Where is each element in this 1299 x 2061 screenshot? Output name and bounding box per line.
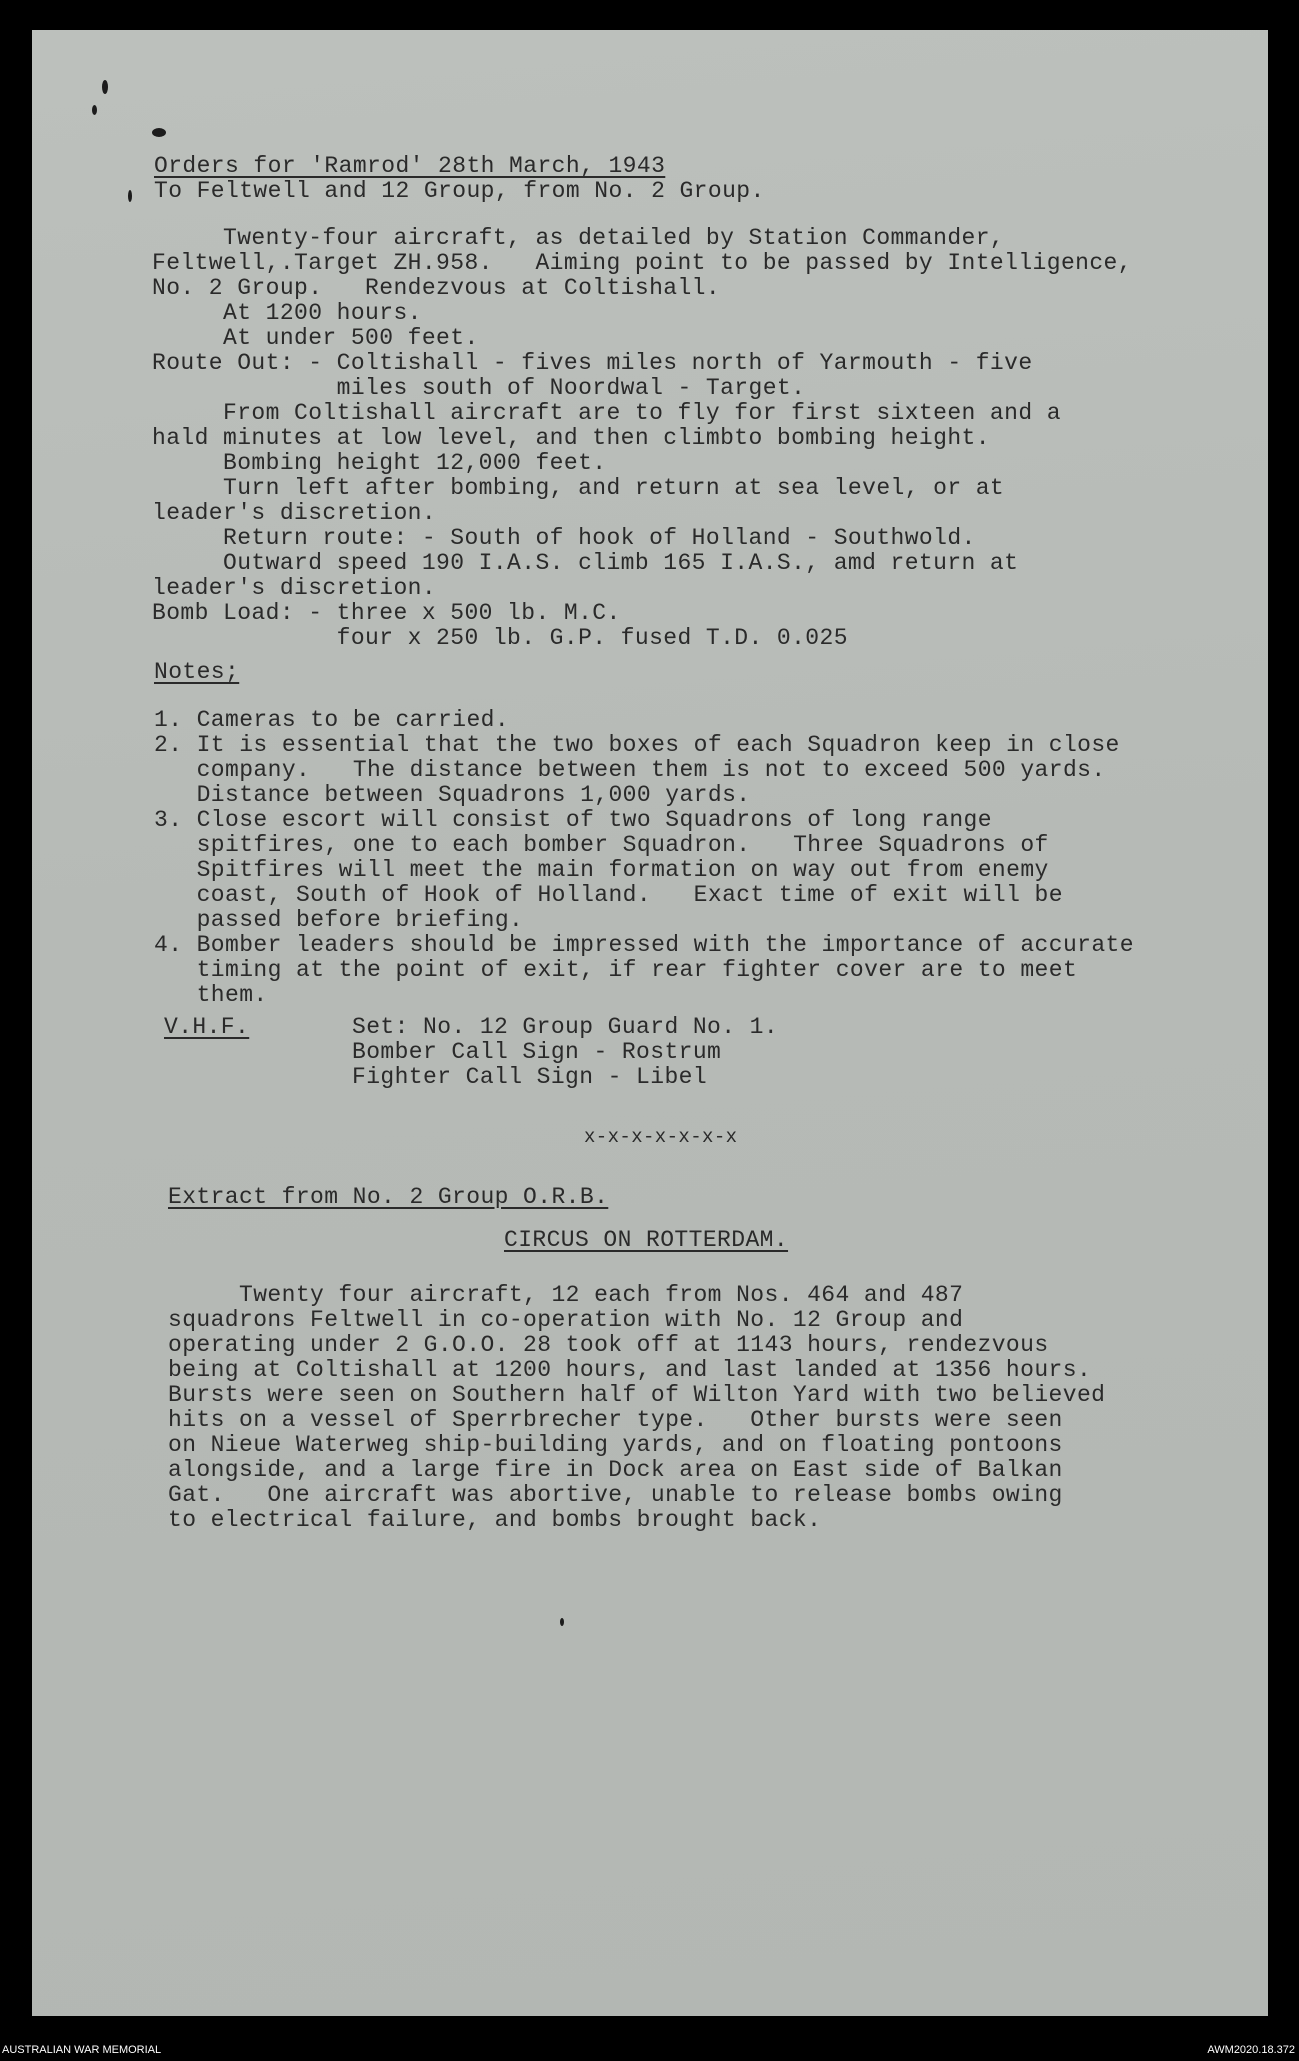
extract-line: being at Coltishall at 1200 hours, and last landed at 1356 hours. (168, 1357, 1092, 1383)
note-line: 4. Bomber leaders should be impressed with the importance of accurate (154, 932, 1134, 958)
order-line: leader's discretion. (152, 500, 437, 526)
order-line: Bombing height 12,000 feet. (152, 450, 607, 476)
vhf-line: Fighter Call Sign - Libel (352, 1064, 708, 1090)
extract-line: Twenty four aircraft, 12 each from Nos. 464 and 487 (168, 1282, 964, 1308)
note-line: timing at the point of exit, if rear fighter cover are to meet (154, 957, 1078, 983)
order-line: Return route: - South of hook of Holland - Southwold. (152, 525, 976, 551)
note-line: Distance between Squadrons 1,000 yards. (154, 782, 751, 808)
note-line: company. The distance between them is not to exceed 500 yards. (154, 757, 1106, 783)
order-line: Route Out: - Coltishall - fives miles north of Yarmouth - five (152, 350, 1033, 376)
vhf-line: Bomber Call Sign - Rostrum (352, 1039, 722, 1065)
extract-line: on Nieue Waterweg ship-building yards, and on floating pontoons (168, 1432, 1063, 1458)
order-line: hald minutes at low level, and then climbto bombing height. (152, 425, 990, 451)
extract-title: CIRCUS ON ROTTERDAM. (504, 1227, 789, 1253)
ink-speck (92, 105, 97, 115)
note-line: 3. Close escort will consist of two Squadrons of long range (154, 807, 992, 833)
footer-accession-number: AWM2020.18.372 (1207, 2044, 1295, 2056)
extract-line: operating under 2 G.O.O. 28 took off at 1143 hours, rendezvous (168, 1332, 1049, 1358)
extract-heading: Extract from No. 2 Group O.R.B. (168, 1184, 609, 1210)
order-line: Turn left after bombing, and return at sea level, or at (152, 475, 1005, 501)
ink-speck (560, 1618, 564, 1626)
note-line: coast, South of Hook of Holland. Exact time of exit will be (154, 882, 1063, 908)
note-line: them. (154, 982, 268, 1008)
note-line: spitfires, one to each bomber Squadron. Three Squadrons of (154, 832, 1049, 858)
order-line: Feltwell,.Target ZH.958. Aiming point to be passed by Intelligence, (152, 250, 1132, 276)
order-line: No. 2 Group. Rendezvous at Coltishall. (152, 275, 721, 301)
note-line: 1. Cameras to be carried. (154, 707, 510, 733)
note-line: passed before briefing. (154, 907, 524, 933)
extract-line: to electrical failure, and bombs brought back. (168, 1507, 822, 1533)
extract-line: squadrons Feltwell in co-operation with No. 12 Group and (168, 1307, 964, 1333)
order-line: miles south of Noordwal - Target. (152, 375, 806, 401)
ink-speck (152, 128, 166, 137)
document-page (32, 30, 1268, 2016)
extract-line: Bursts were seen on Southern half of Wilton Yard with two believed (168, 1382, 1106, 1408)
separator: x-x-x-x-x-x-x (584, 1126, 738, 1148)
order-subtitle: To Feltwell and 12 Group, from No. 2 Group. (154, 178, 765, 204)
order-line: From Coltishall aircraft are to fly for first sixteen and a (152, 400, 1061, 426)
order-line: Twenty-four aircraft, as detailed by Station Commander, (152, 225, 1005, 251)
order-title: Orders for 'Ramrod' 28th March, 1943 (154, 153, 666, 179)
order-line: leader's discretion. (152, 575, 437, 601)
note-line: Spitfires will meet the main formation on way out from enemy (154, 857, 1049, 883)
order-line: Bomb Load: - three x 500 lb. M.C. (152, 600, 621, 626)
order-line: four x 250 lb. G.P. fused T.D. 0.025 (152, 625, 848, 651)
extract-line: alongside, and a large fire in Dock area on East side of Balkan (168, 1457, 1063, 1483)
order-line: At under 500 feet. (152, 325, 479, 351)
notes-heading: Notes; (154, 659, 240, 685)
order-line: Outward speed 190 I.A.S. climb 165 I.A.S., amd return at (152, 550, 1019, 576)
ink-speck (128, 190, 132, 202)
vhf-line: Set: No. 12 Group Guard No. 1. (352, 1014, 779, 1040)
ink-speck (102, 80, 108, 94)
extract-line: Gat. One aircraft was abortive, unable to release bombs owing (168, 1482, 1063, 1508)
footer-credit: AUSTRALIAN WAR MEMORIAL (2, 2044, 162, 2056)
extract-line: hits on a vessel of Sperrbrecher type. Other bursts were seen (168, 1407, 1063, 1433)
note-line: 2. It is essential that the two boxes of each Squadron keep in close (154, 732, 1120, 758)
vhf-label: V.H.F. (164, 1014, 250, 1040)
order-line: At 1200 hours. (152, 300, 422, 326)
